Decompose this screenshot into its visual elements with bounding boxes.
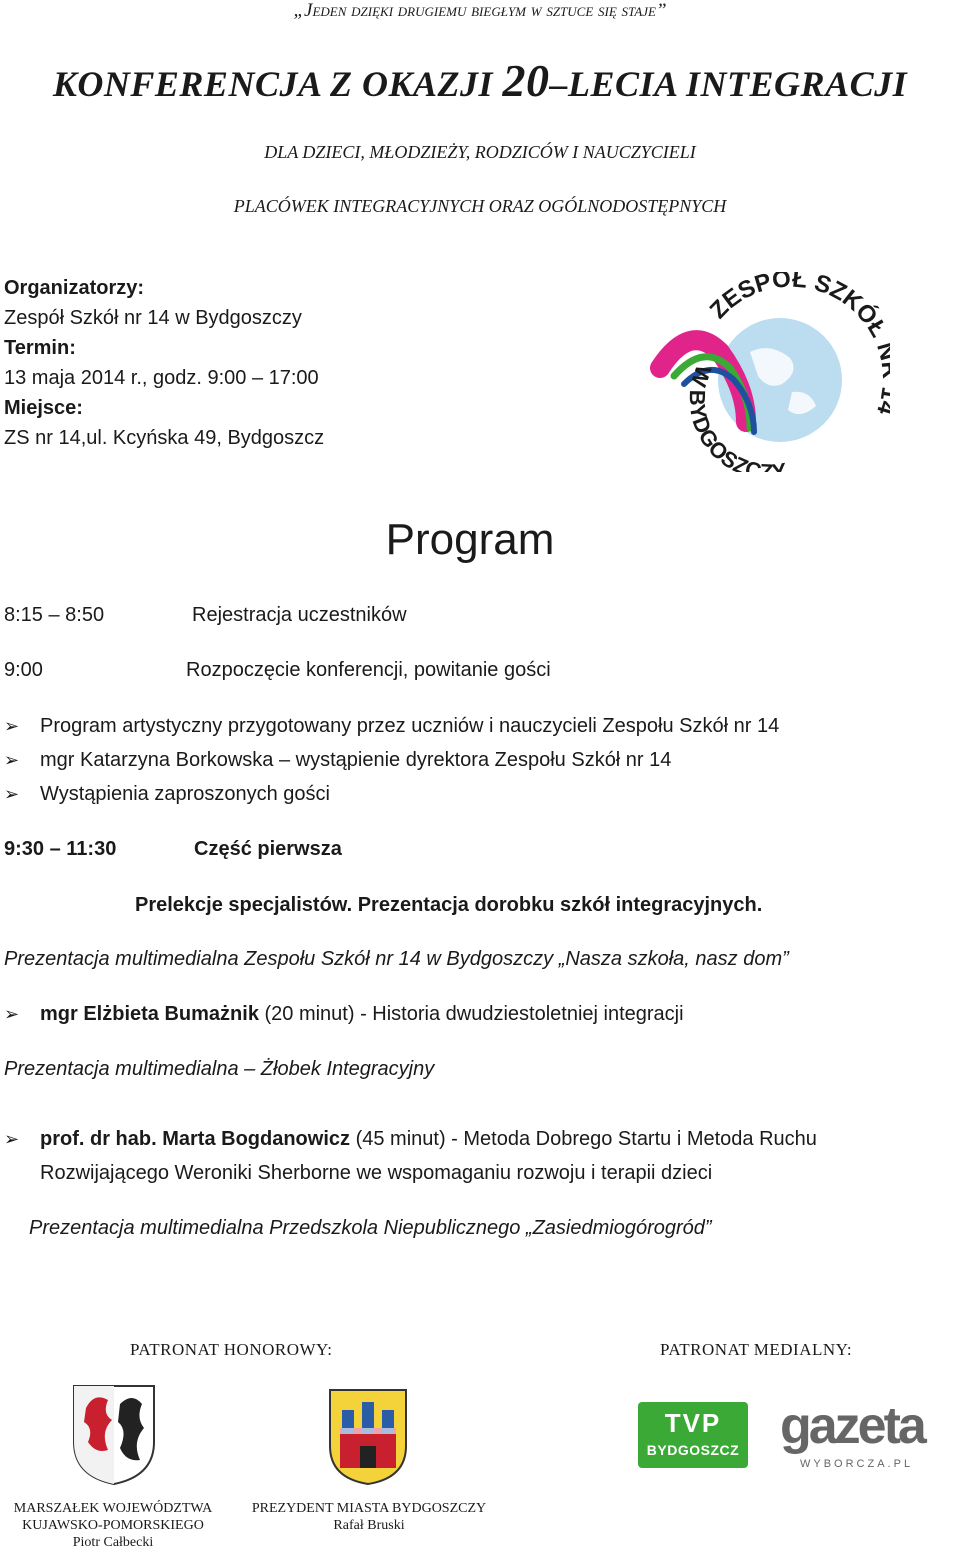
mayor-title: PREZYDENT MIASTA BYDGOSZCZY (251, 1501, 487, 1516)
date-value: 13 maja 2014 r., godz. 9:00 – 17:00 (4, 367, 319, 389)
talk-description: (45 minut) - Metoda Dobrego Startu i Metoda Ruchu (350, 1128, 817, 1150)
marshal-title-line2: KUJAWSKO-POMORSKIEGO (22, 1518, 204, 1533)
marshal-caption (0, 1500, 226, 1551)
school-logo-graphic (650, 272, 890, 472)
mayor-caption (244, 1500, 494, 1534)
marshal-name: Piotr Całbecki (72, 1535, 154, 1550)
coat-of-arms-icon (72, 1384, 156, 1486)
speaker-name: prof. dr hab. Marta Bogdanowicz (40, 1128, 351, 1150)
presentation-zs14: Prezentacja multimedialna Zespołu Szkół nr 14 w Bydgoszczy „Nasza szkoła, nasz dom” (4, 948, 789, 970)
list-item-text: mgr Katarzyna Borkowska – wystąpienie dyrektora Zespołu Szkół nr 14 (40, 749, 672, 771)
list-item (4, 1003, 684, 1026)
city-coat-of-arms-icon (328, 1388, 408, 1486)
arrow-bullet-icon: ➢ (4, 750, 20, 770)
registration-time: 8:15 – 8:50 (4, 604, 105, 626)
arrow-bullet-icon: ➢ (4, 1129, 20, 1149)
tvp-bydgoszcz-logo (638, 1402, 748, 1468)
media-patronage-label: PATRONAT MEDIALNY: (660, 1340, 853, 1359)
title-suffix: –LECIA INTEGRACJI (549, 64, 908, 104)
tvp-city: BYDGOSZCZ (646, 1442, 740, 1458)
subtitle-institutions: PLACÓWEK INTEGRACYJNYCH ORAZ OGÓLNODOSTĘPNYCH (233, 196, 727, 216)
honorary-patronage-label: PATRONAT HONOROWY: (130, 1340, 333, 1359)
subtitle-audience: DLA DZIECI, MŁODZIEŻY, RODZICÓW I NAUCZYCIELI (264, 142, 696, 162)
gazeta-text: gazeta (780, 1397, 924, 1455)
schedule-row-part1 (4, 838, 904, 864)
organizers-label: Organizatorzy: (4, 277, 145, 299)
part1-time: 9:30 – 11:30 (4, 838, 117, 860)
mayor-name: Rafał Bruski (333, 1518, 405, 1533)
title-prefix: KONFERENCJA Z OKAZJI (52, 64, 503, 104)
opening-desc: Rozpoczęcie konferencji, powitanie gości (186, 659, 551, 681)
presentation-nursery: Prezentacja multimedialna – Żłobek Integracyjny (4, 1058, 435, 1080)
event-info (4, 273, 324, 453)
logo-text-top: ZESPÓŁ SZKÓŁ (704, 272, 890, 342)
tvp-text: TVP (664, 1408, 722, 1438)
date-label: Termin: (4, 337, 76, 359)
schedule-row-opening (4, 659, 904, 685)
speaker-name: mgr Elżbieta Bumażnik (40, 1003, 259, 1025)
list-item (4, 749, 671, 772)
part1-title: Część pierwsza (194, 838, 342, 860)
talk-description-cont: Rozwijającego Weroniki Sherborne we wspomaganiu rozwoju i terapii dzieci (40, 1162, 713, 1184)
logo-text-left: W BYDGOSZCZY (684, 362, 789, 472)
list-item (4, 783, 330, 806)
list-item-text: Wystąpienia zaproszonych gości (40, 783, 330, 805)
voivodeship-coat-of-arms (72, 1384, 156, 1486)
talk-description: (20 minut) - Historia dwudziestoletniej integracji (258, 1003, 684, 1025)
organizers-value: Zespół Szkół nr 14 w Bydgoszczy (4, 307, 302, 329)
opening-time: 9:00 (4, 659, 43, 681)
city-coat-of-arms (328, 1388, 408, 1486)
list-item-text: Program artystyczny przygotowany przez uczniów i nauczycieli Zespołu Szkół nr 14 (40, 715, 780, 737)
registration-desc: Rejestracja uczestników (192, 604, 407, 626)
part1-subtitle: Prelekcje specjalistów. Prezentacja dorobku szkół integracyjnych. (135, 894, 763, 916)
title-number: 20 (502, 55, 550, 106)
schedule-row-registration (4, 604, 904, 630)
list-item (4, 715, 779, 738)
list-item (4, 1128, 817, 1151)
school-logo (650, 272, 890, 472)
arrow-bullet-icon: ➢ (4, 784, 20, 804)
gazeta-subtext: WYBORCZA.PL (800, 1458, 914, 1470)
arrow-bullet-icon: ➢ (4, 1004, 20, 1024)
program-title: Program (385, 515, 555, 564)
arrow-bullet-icon: ➢ (4, 716, 20, 736)
motto: „Jeden dzięki drugiemu biegłym w sztuce się staje” (293, 0, 667, 21)
place-label: Miejsce: (4, 397, 83, 419)
marshal-title-line1: MARSZAŁEK WOJEWÓDZTWA (13, 1501, 213, 1516)
place-value: ZS nr 14,ul. Kcyńska 49, Bydgoszcz (4, 427, 325, 449)
presentation-kindergarten: Prezentacja multimedialna Przedszkola Niepublicznego „Zasiedmiogórogród” (29, 1217, 712, 1239)
conference-title (0, 54, 960, 107)
gazeta-wyborcza-logo (780, 1396, 956, 1472)
